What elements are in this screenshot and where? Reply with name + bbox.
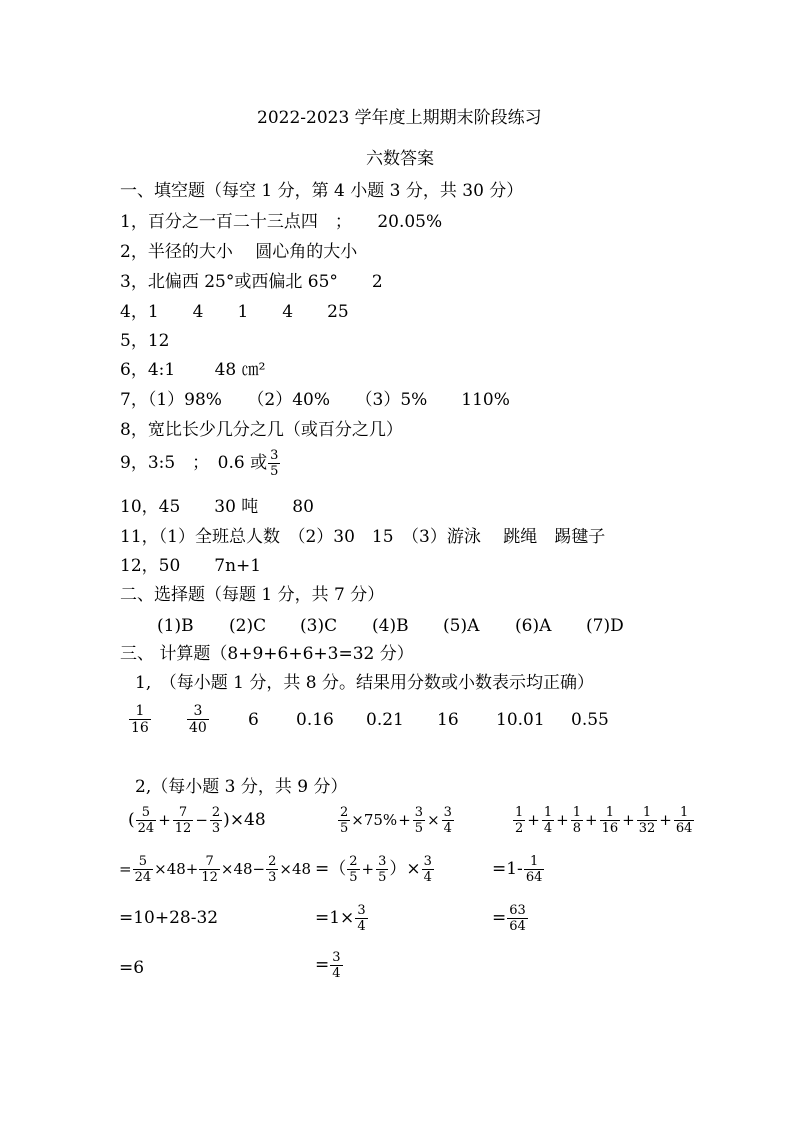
fill-answer-9 — [120, 449, 281, 478]
fraction: $\frac{1}{4}$ — [543, 805, 553, 836]
choice-answer: (2)C — [229, 616, 267, 636]
calc-col3-row2: =1- $\frac{1}{64}$ — [492, 854, 543, 885]
fraction: $\frac{7}{12}$ — [174, 805, 192, 836]
calc-col1-row1: ( $\frac{5}{24}$ + $\frac{7}{12}$ − $\frac{2}{3}$ ) ×48 — [128, 805, 266, 836]
choice-answer: (7)D — [586, 616, 624, 636]
fraction: $\frac{1}{32}$ — [638, 805, 656, 836]
section-1-heading: 一、填空题（每空 1 分，第 4 小题 3 分，共 30 分） — [120, 181, 524, 201]
fraction: $\frac{3}{5}$ — [270, 448, 279, 479]
calc-answer-6: 16 — [437, 710, 459, 730]
fraction: $\frac{2}{5}$ — [340, 805, 349, 836]
calc-answer-3: 6 — [248, 710, 259, 730]
choice-answer: (4)B — [372, 616, 409, 636]
fill-answer-7: 7，（1）98% （2）40% （3）5% 110% — [120, 390, 510, 410]
fraction: $\frac{5}{24}$ — [134, 854, 152, 885]
calc-answer-8: 0.55 — [571, 710, 609, 730]
fill-answer-11: 11，（1）全班总人数 （2）30 15 （3）游泳 跳绳 踢毽子 — [120, 527, 606, 547]
fraction: $\frac{1}{16}$ — [601, 805, 619, 836]
fraction: $\frac{2}{3}$ — [268, 854, 277, 885]
fraction: $\frac{2}{5}$ — [349, 854, 358, 885]
calc-part-1-heading: 1, （每小题 1 分，共 8 分。结果用分数或小数表示均正确） — [135, 673, 594, 693]
fraction: $\frac{5}{24}$ — [137, 805, 155, 836]
fraction: $\frac{3}{5}$ — [414, 805, 424, 836]
fraction: $\frac{63}{64}$ — [509, 903, 526, 934]
choice-answer: (3)C — [300, 616, 338, 636]
calc-col2-row1: $\frac{2}{5}$ ×75% + $\frac{3}{5}$ × $\frac{3}{4}$ — [340, 805, 452, 836]
fill-answer-1: 1，百分之一百二十三点四 ； 20.05% — [120, 212, 443, 232]
calc-answer-4: 0.16 — [296, 710, 334, 730]
fill-answer-5: 5，12 — [120, 331, 170, 351]
fill-answer-3: 3，北偏西 25°或西偏北 65° 2 — [120, 272, 383, 292]
fraction: $\frac{3}{4}$ — [443, 805, 452, 836]
fraction: $\frac{3}{4}$ — [423, 854, 432, 885]
fraction: $\frac{1}{2}$ — [515, 805, 524, 836]
calc-col1-row3: =10+28-32 — [119, 908, 219, 928]
fraction: $\frac{1}{64}$ — [675, 805, 693, 836]
fill-answer-4: 4，1 4 1 4 25 — [120, 302, 349, 322]
calc-col3-row3: = $\frac{63}{64}$ — [492, 903, 526, 934]
fraction: $\frac{3}{40}$ — [189, 703, 207, 736]
calc-col2-row2: =（ $\frac{2}{5}$ + $\frac{3}{5}$ ）× $\frac{3}{4}$ — [315, 854, 432, 885]
calc-answer-2 — [186, 704, 210, 735]
fill-answer-9-text: 9，3:5 ； 0.6 或 — [120, 453, 268, 474]
fill-answer-10: 10，45 30 吨 80 — [120, 497, 314, 517]
calc-answer-1 — [128, 704, 152, 735]
choice-answer: (1)B — [157, 616, 194, 636]
choice-answer: (6)A — [515, 616, 552, 636]
page-title: 2022-2023 学年度上期期末阶段练习 — [257, 108, 542, 128]
calc-col1-row2: = $\frac{5}{24}$ ×48+ $\frac{7}{12}$ ×48− $\frac{2}{3}$ ×48 — [119, 854, 312, 885]
calc-answer-7: 10.01 — [496, 710, 545, 730]
calc-col2-row4: = $\frac{3}{4}$ — [315, 950, 341, 981]
fill-answer-12: 12，50 7n+1 — [120, 556, 262, 576]
calc-col2-row3: =1× $\frac{3}{4}$ — [315, 903, 366, 934]
fraction: $\frac{3}{4}$ — [357, 903, 366, 934]
choice-answer: (5)A — [443, 616, 480, 636]
fraction: $\frac{7}{12}$ — [201, 854, 218, 885]
fraction: $\frac{1}{16}$ — [131, 703, 149, 736]
fraction: $\frac{1}{64}$ — [525, 854, 543, 885]
section-2-heading: 二、选择题（每题 1 分，共 7 分） — [120, 585, 385, 605]
fraction: $\frac{3}{5}$ — [378, 854, 387, 885]
calc-col3-row1: $\frac{1}{2}$ + $\frac{1}{4}$ + $\frac{1}{8}$ + $\frac{1}{16}$ + $\frac{1}{32}$ + $\frac{1}{64}$ — [515, 805, 693, 836]
fill-answer-2: 2，半径的大小 圆心角的大小 — [120, 242, 358, 262]
fraction: $\frac{1}{8}$ — [572, 805, 581, 836]
fraction: $\frac{3}{4}$ — [332, 950, 341, 981]
calc-answer-5: 0.21 — [366, 710, 404, 730]
fill-answer-6: 6，4:1 48 ㎝² — [120, 360, 266, 380]
fill-answer-8: 8，宽比长少几分之几（或百分之几） — [120, 420, 403, 440]
fraction: $\frac{2}{3}$ — [211, 805, 221, 836]
section-3-heading: 三、 计算题（8+9+6+6+3=32 分） — [120, 644, 414, 664]
page-subtitle: 六数答案 — [366, 149, 434, 169]
calc-col1-row4: =6 — [119, 958, 145, 978]
calc-part-2-heading: 2,（每小题 3 分，共 9 分） — [135, 777, 348, 797]
